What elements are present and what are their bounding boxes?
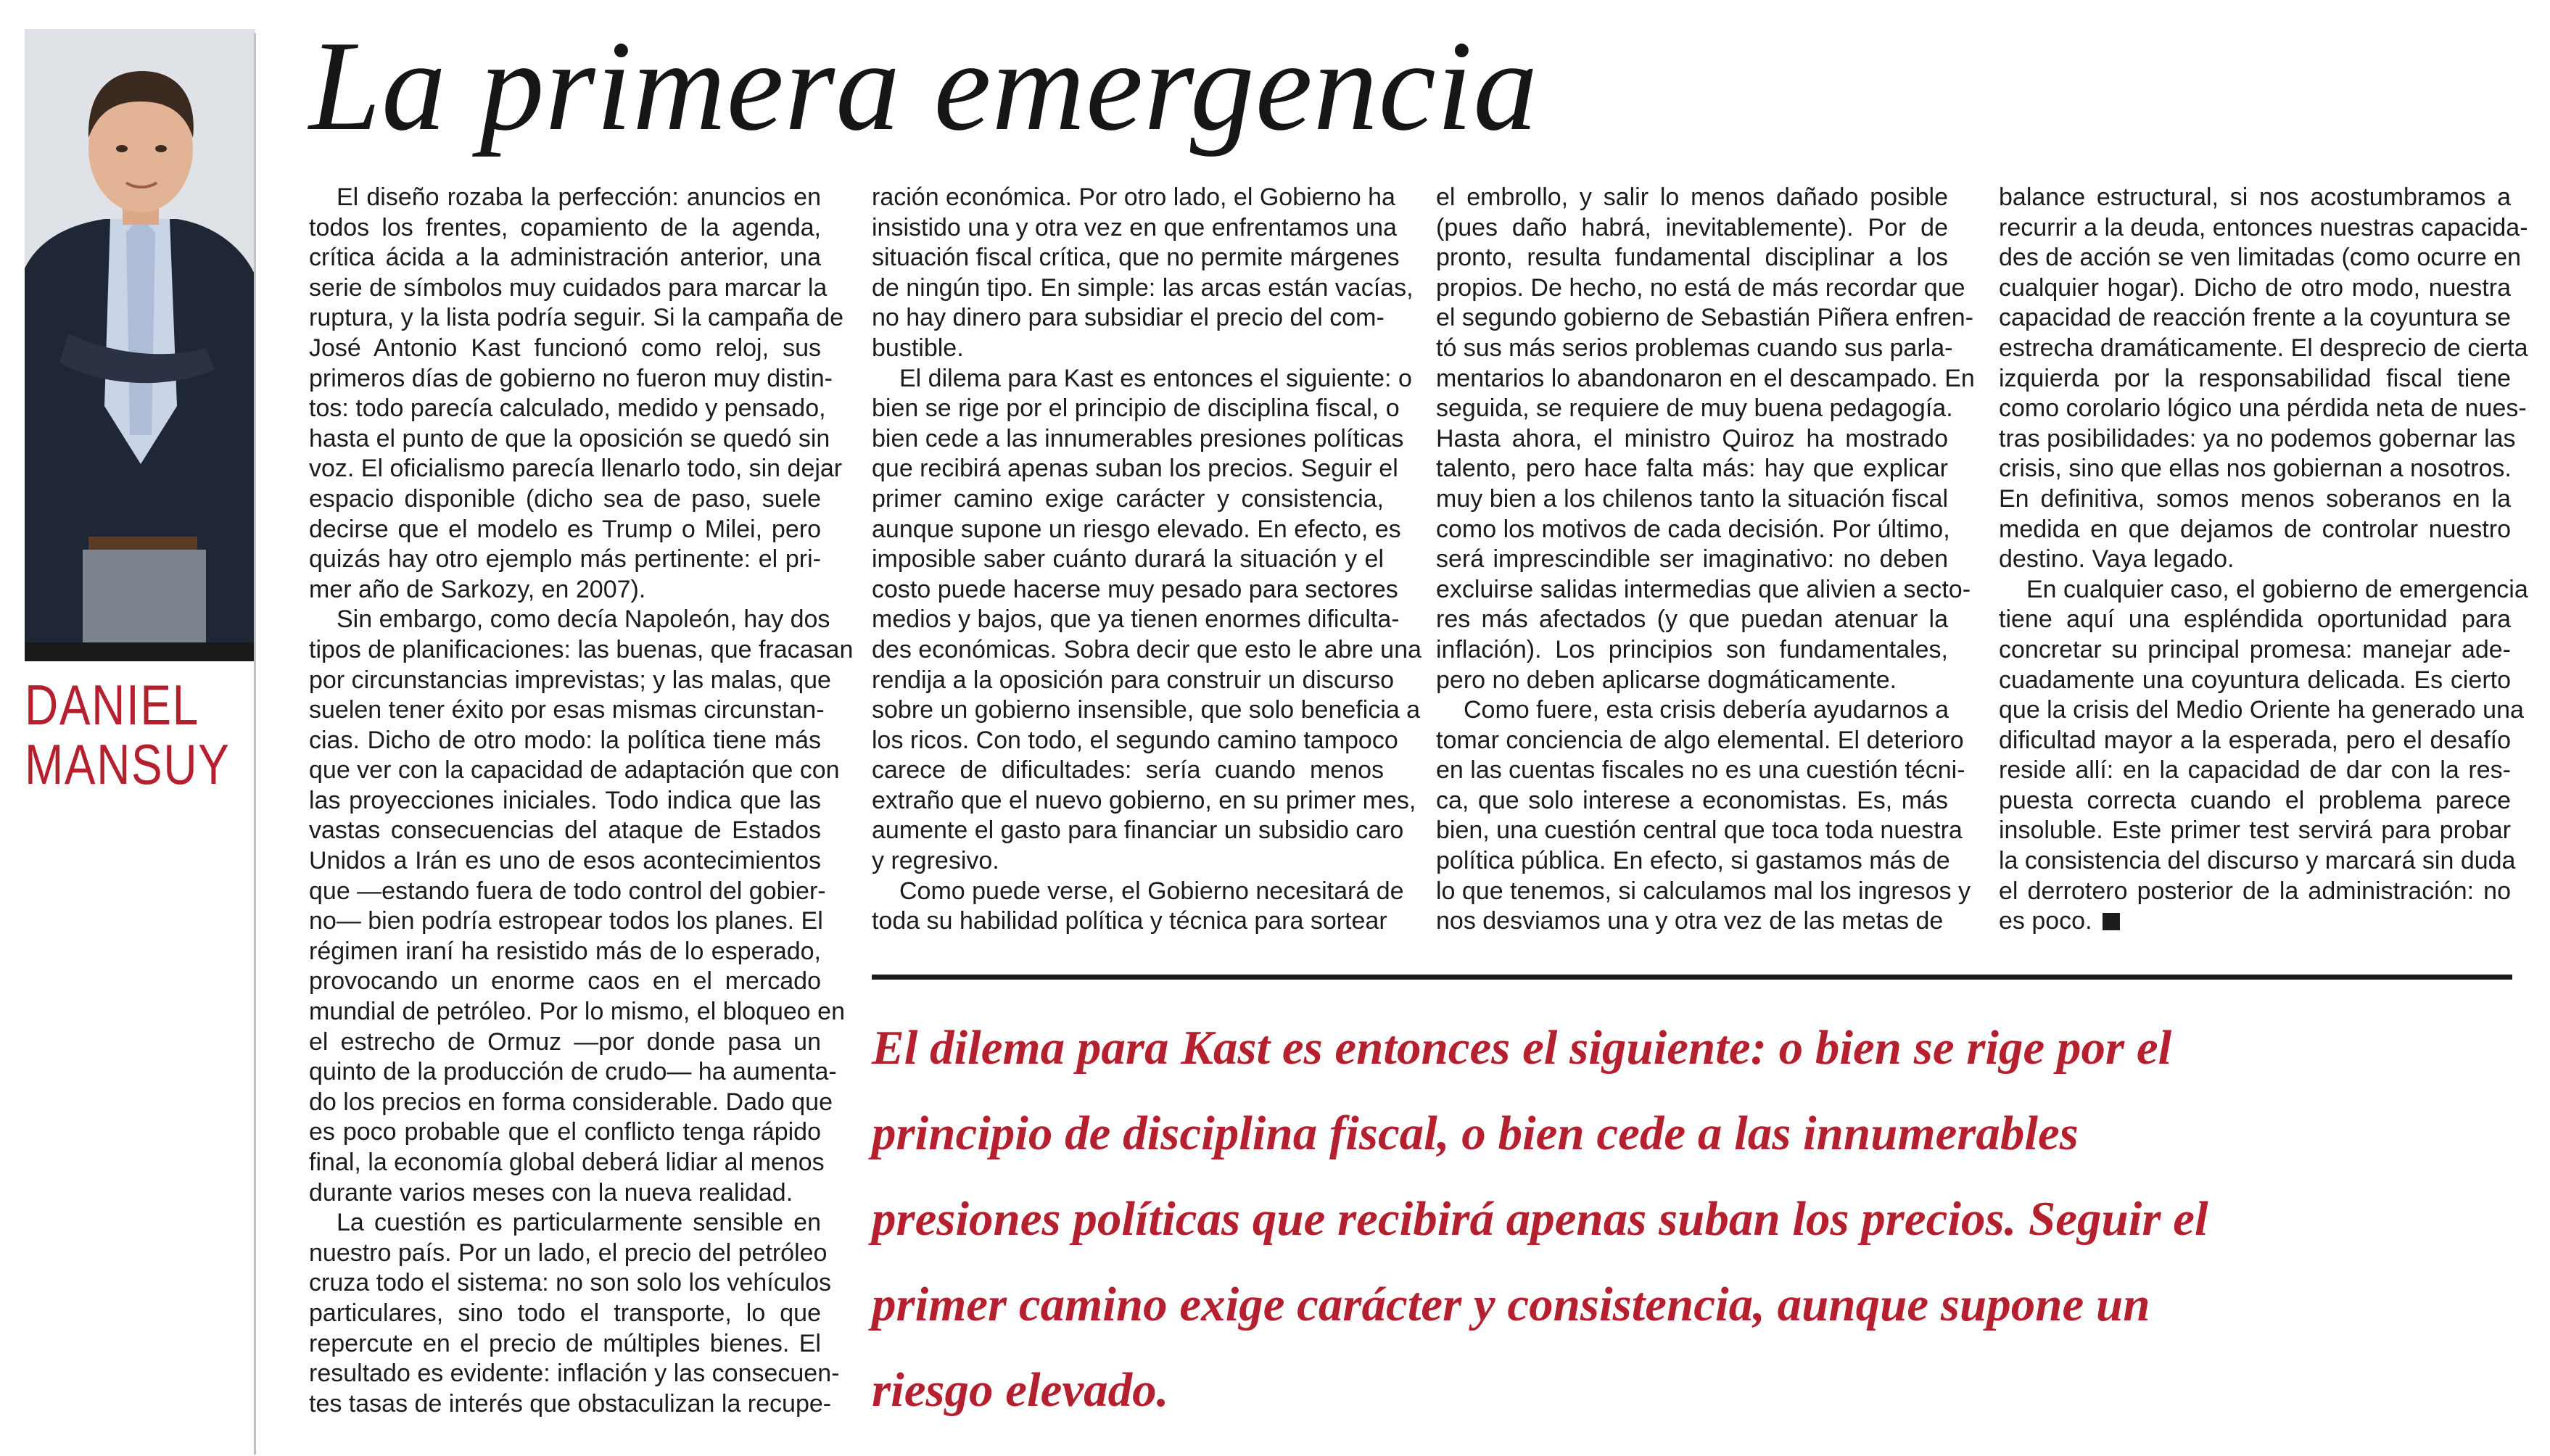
article-line: bien cede a las innumerables presiones políticas bbox=[872, 424, 1404, 452]
author-last-name: MANSUY bbox=[25, 732, 231, 796]
article-line: recurrir a la deuda, entonces nuestras capacida- bbox=[1999, 213, 2528, 241]
pull-quote-line: principio de disciplina fiscal, o bien cede a las innumerables bbox=[872, 1107, 2079, 1160]
article-line: El diseño rozaba la perfección: anuncios en bbox=[337, 183, 821, 211]
article-line: serie de símbolos muy cuidados para marcar la bbox=[309, 273, 828, 302]
article-line: hasta el punto de que la oposición se quedó sin bbox=[309, 424, 830, 452]
article-line: carece de dificultades: sería cuando menos bbox=[872, 756, 1384, 785]
article-line: quizás hay otro ejemplo más pertinente: el pri- bbox=[309, 545, 821, 574]
article-line: espacio disponible (dicho sea de paso, suele bbox=[309, 484, 821, 513]
pull-quote-line: El dilema para Kast es entonces el siguiente: o bien se rige por el bbox=[872, 1021, 2172, 1075]
article-line: inflación). Los principios son fundamentales, bbox=[1436, 635, 1948, 663]
article-line: es poco. bbox=[1999, 906, 2511, 937]
article-line: quinto de la producción de crudo— ha aumenta- bbox=[309, 1058, 837, 1086]
article-line: balance estructural, si nos acostumbramos a bbox=[1999, 183, 2511, 211]
article-line: ca, que solo interese a economistas. Es, más bbox=[1436, 786, 1948, 814]
pull-quote-rule bbox=[872, 975, 2512, 980]
article-line: pronto, resulta fundamental disciplinar a los bbox=[1436, 244, 1948, 272]
article-line: régimen iraní ha resistido más de lo esperado, bbox=[309, 937, 821, 965]
author-portrait-illustration bbox=[25, 29, 255, 642]
article-line: izquierda por la responsabilidad fiscal tiene bbox=[1999, 364, 2511, 392]
article-line: imposible saber cuánto durará la situación y el bbox=[872, 545, 1384, 574]
article-line: sobre un gobierno insensible, que solo beneficia a bbox=[872, 696, 1421, 724]
article-line: des de acción se ven limitadas (como ocurre en bbox=[1999, 244, 2522, 272]
article-line: medios y bajos, que ya tienen enormes dificulta- bbox=[872, 605, 1400, 634]
article-line: destino. Vaya legado. bbox=[1999, 545, 2235, 574]
article-line: voz. El oficialismo parecía llenarlo todo, sin dejar bbox=[309, 455, 843, 483]
article-line: como corolario lógico una pérdida neta de nues- bbox=[1999, 394, 2527, 423]
article-line: capacidad de reacción frente a la coyuntura se bbox=[1999, 304, 2511, 332]
article-line: Hasta ahora, el ministro Quiroz ha mostrado bbox=[1436, 424, 1948, 452]
article-line: lo que tenemos, si calculamos mal los ingresos y bbox=[1436, 877, 1971, 905]
article-line: durante varios meses con la nueva realidad. bbox=[309, 1178, 793, 1207]
article-line: (pues daño habrá, inevitablemente). Por de bbox=[1436, 213, 1948, 241]
article-line: El dilema para Kast es entonces el siguiente: o bbox=[899, 364, 1412, 392]
article-line: aunque supone un riesgo elevado. En efecto, es bbox=[872, 515, 1401, 543]
article-line: no— bien podría estropear todos los planes. El bbox=[309, 907, 823, 935]
article-line: aumente el gasto para financiar un subsidio caro bbox=[872, 816, 1404, 845]
article-line: que recibirá apenas suban los precios. Seguir el bbox=[872, 455, 1398, 483]
article-line: los ricos. Con todo, el segundo camino tampoco bbox=[872, 726, 1398, 754]
article-line: el segundo gobierno de Sebastián Piñera enfren- bbox=[1436, 304, 1973, 332]
article-line: las proyecciones iniciales. Todo indica que las bbox=[309, 786, 821, 814]
article-line: el derrotero posterior de la administración: no bbox=[1999, 877, 2511, 905]
article-line: repercute en el precio de múltiples bienes. El bbox=[309, 1329, 821, 1357]
article-line: primer camino exige carácter y consistencia, bbox=[872, 484, 1384, 513]
article-line: resultado es evidente: inflación y las consecuen- bbox=[309, 1360, 840, 1388]
article-line: medida en que dejamos de controlar nuestro bbox=[1999, 515, 2511, 543]
article-line: insistido una y otra vez en que enfrentamos una bbox=[872, 213, 1397, 241]
article-line: ruptura, y la lista podría seguir. Si la campaña de bbox=[309, 304, 844, 332]
article-line: primeros días de gobierno no fueron muy distin- bbox=[309, 364, 833, 392]
article-line: propios. De hecho, no está de más recordar que bbox=[1436, 273, 1965, 302]
article-line: mentarios lo abandonaron en el descampado. En bbox=[1436, 364, 1975, 392]
article-line: como los motivos de cada decisión. Por último, bbox=[1436, 515, 1950, 543]
article-line: el estrecho de Ormuz —por donde pasa un bbox=[309, 1027, 821, 1056]
article-line: mundial de petróleo. Por lo mismo, el bloqueo en bbox=[309, 998, 845, 1026]
article-line: tes tasas de interés que obstaculizan la recupe- bbox=[309, 1389, 832, 1418]
article-line: será imprescindible ser imaginativo: no deben bbox=[1436, 545, 1948, 574]
article-line: provocando un enorme caos en el mercado bbox=[309, 967, 821, 996]
article-line: final, la economía global deberá lidiar al menos bbox=[309, 1149, 825, 1176]
article-line: cruza todo el sistema: no son solo los vehículos bbox=[309, 1269, 832, 1297]
article-line: Sin embargo, como decía Napoleón, hay dos bbox=[337, 605, 830, 634]
article-line: tipos de planificaciones: las buenas, que fracasan bbox=[309, 635, 854, 663]
article-line: el embrollo, y salir lo menos dañado posible bbox=[1436, 183, 1948, 211]
article-line: de ningún tipo. En simple: las arcas están vacías, bbox=[872, 273, 1414, 302]
article-line: por circunstancias imprevistas; y las malas, que bbox=[309, 666, 831, 694]
article-line: muy bien a los chilenos tanto la situación fiscal bbox=[1436, 484, 1948, 513]
article-line: cualquier hogar). Dicho de otro modo, nuestra bbox=[1999, 273, 2511, 302]
article-line: En definitiva, somos menos soberanos en la bbox=[1999, 484, 2511, 513]
article-line: reside allí: en la capacidad de dar con la res- bbox=[1999, 756, 2511, 785]
article-line: des económicas. Sobra decir que esto le abre una bbox=[872, 635, 1422, 663]
article-line: extraño que el nuevo gobierno, en su primer mes, bbox=[872, 786, 1416, 814]
article-line: res más afectados (y que puedan atenuar la bbox=[1436, 605, 1948, 634]
article-line: concretar su principal promesa: manejar ade- bbox=[1999, 635, 2511, 663]
article-line: insoluble. Este primer test servirá para probar bbox=[1999, 816, 2511, 845]
article-line: José Antonio Kast funcionó como reloj, sus bbox=[309, 334, 821, 362]
article-line: pero no deben aplicarse dogmáticamente. bbox=[1436, 666, 1897, 694]
column-divider-rule bbox=[254, 33, 256, 1455]
article-line: que la crisis del Medio Oriente ha generado una bbox=[1999, 696, 2524, 724]
end-of-article-mark bbox=[2103, 913, 2120, 930]
pull-quote-line: riesgo elevado. bbox=[872, 1363, 1169, 1417]
article-line: cias. Dicho de otro modo: la política tiene más bbox=[309, 726, 821, 754]
pull-quote-line: presiones políticas que recibirá apenas suban los precios. Seguir el bbox=[872, 1192, 2208, 1246]
article-line: tiene aquí una espléndida oportunidad para bbox=[1999, 605, 2511, 634]
article-line: no hay dinero para subsidiar el precio del com- bbox=[872, 304, 1385, 332]
article-line: bien, una cuestión central que toca toda nuestra bbox=[1436, 816, 1963, 845]
article-line: ración económica. Por otro lado, el Gobierno ha bbox=[872, 183, 1395, 211]
article-column-2 bbox=[872, 183, 1422, 937]
article-line: La cuestión es particularmente sensible en bbox=[337, 1209, 821, 1237]
article-line: en las cuentas fiscales no es una cuestión técni- bbox=[1436, 756, 1965, 785]
article-line: seguida, se requiere de muy buena pedagogía. bbox=[1436, 394, 1953, 423]
article-line: y regresivo. bbox=[872, 847, 999, 875]
pull-quote-line: primer camino exige carácter y consistencia, aunque supone un bbox=[872, 1278, 2150, 1331]
article-line: Unidos a Irán es uno de esos acontecimientos bbox=[309, 847, 821, 875]
article-line: cuadamente una coyuntura delicada. Es cierto bbox=[1999, 666, 2511, 694]
article-line: costo puede hacerse muy pesado para sectores bbox=[872, 575, 1398, 603]
author-first-name: DANIEL bbox=[25, 673, 199, 737]
page-title: La primera emergencia bbox=[309, 14, 1539, 157]
article-column-4 bbox=[1999, 183, 2528, 937]
article-line: En cualquier caso, el gobierno de emergencia bbox=[2026, 575, 2528, 603]
article-line: do los precios en forma considerable. Dado que bbox=[309, 1088, 833, 1116]
article-line: Como puede verse, el Gobierno necesitará de bbox=[899, 877, 1404, 905]
article-column-1 bbox=[309, 183, 854, 1419]
article-line: puesta correcta cuando el problema parece bbox=[1999, 786, 2511, 814]
article-line: tos: todo parecía calculado, medido y pensado, bbox=[309, 394, 826, 423]
author-photo bbox=[25, 29, 255, 642]
article-line: dificultad mayor a la esperada, pero el desafío bbox=[1999, 726, 2511, 754]
article-line: la consistencia del discurso y marcará sin duda bbox=[1999, 847, 2516, 875]
article-line: suelen tener éxito por esas mismas circunstan- bbox=[309, 696, 825, 724]
article-line: estrecha dramáticamente. El desprecio de cierta bbox=[1999, 334, 2528, 362]
article-line: que —estando fuera de todo control del gobier- bbox=[309, 877, 826, 905]
article-line: toda su habilidad política y técnica para sortear bbox=[872, 907, 1387, 935]
article-line: crítica ácida a la administración anterior, una bbox=[309, 244, 821, 272]
photo-caption-bar bbox=[25, 642, 255, 661]
article-line: mer año de Sarkozy, en 2007). bbox=[309, 575, 646, 603]
article-line: política pública. En efecto, si gastamos más de bbox=[1436, 847, 1950, 875]
article-line: rendija a la oposición para construir un discurso bbox=[872, 666, 1395, 694]
article-line: Como fuere, esta crisis debería ayudarnos a bbox=[1464, 696, 1949, 724]
article-line: nuestro país. Por un lado, el precio del petróleo bbox=[309, 1238, 828, 1267]
article-line: tó sus más serios problemas cuando sus parla- bbox=[1436, 334, 1953, 362]
article-line: crisis, sino que ellas nos gobiernan a nosotros. bbox=[1999, 455, 2512, 483]
article-line: todos los frentes, copamiento de la agenda, bbox=[309, 213, 821, 241]
article-line: tomar conciencia de algo elemental. El deterioro bbox=[1436, 726, 1964, 754]
article-line: vastas consecuencias del ataque de Estados bbox=[309, 816, 821, 845]
article-line: tras posibilidades: ya no podemos gobernar las bbox=[1999, 424, 2516, 452]
article-line: bien se rige por el principio de disciplina fiscal, o bbox=[872, 394, 1400, 423]
article-line: decirse que el modelo es Trump o Milei, pero bbox=[309, 515, 821, 543]
pull-quote bbox=[872, 1005, 2525, 1433]
article-line: es poco probable que el conflicto tenga rápido bbox=[309, 1118, 821, 1146]
article-column-3 bbox=[1436, 183, 1975, 937]
article-line: particulares, sino todo el transporte, lo que bbox=[309, 1299, 821, 1327]
article-line: bustible. bbox=[872, 334, 964, 362]
article-line: talento, pero hace falta más: hay que explicar bbox=[1436, 455, 1948, 483]
article-line: situación fiscal crítica, que no permite márgenes bbox=[872, 244, 1400, 272]
article-line: que ver con la capacidad de adaptación que con bbox=[309, 756, 840, 785]
article-line: excluirse salidas intermedias que alivien a secto- bbox=[1436, 575, 1971, 603]
article-line: nos desviamos una y otra vez de las metas de bbox=[1436, 907, 1944, 935]
